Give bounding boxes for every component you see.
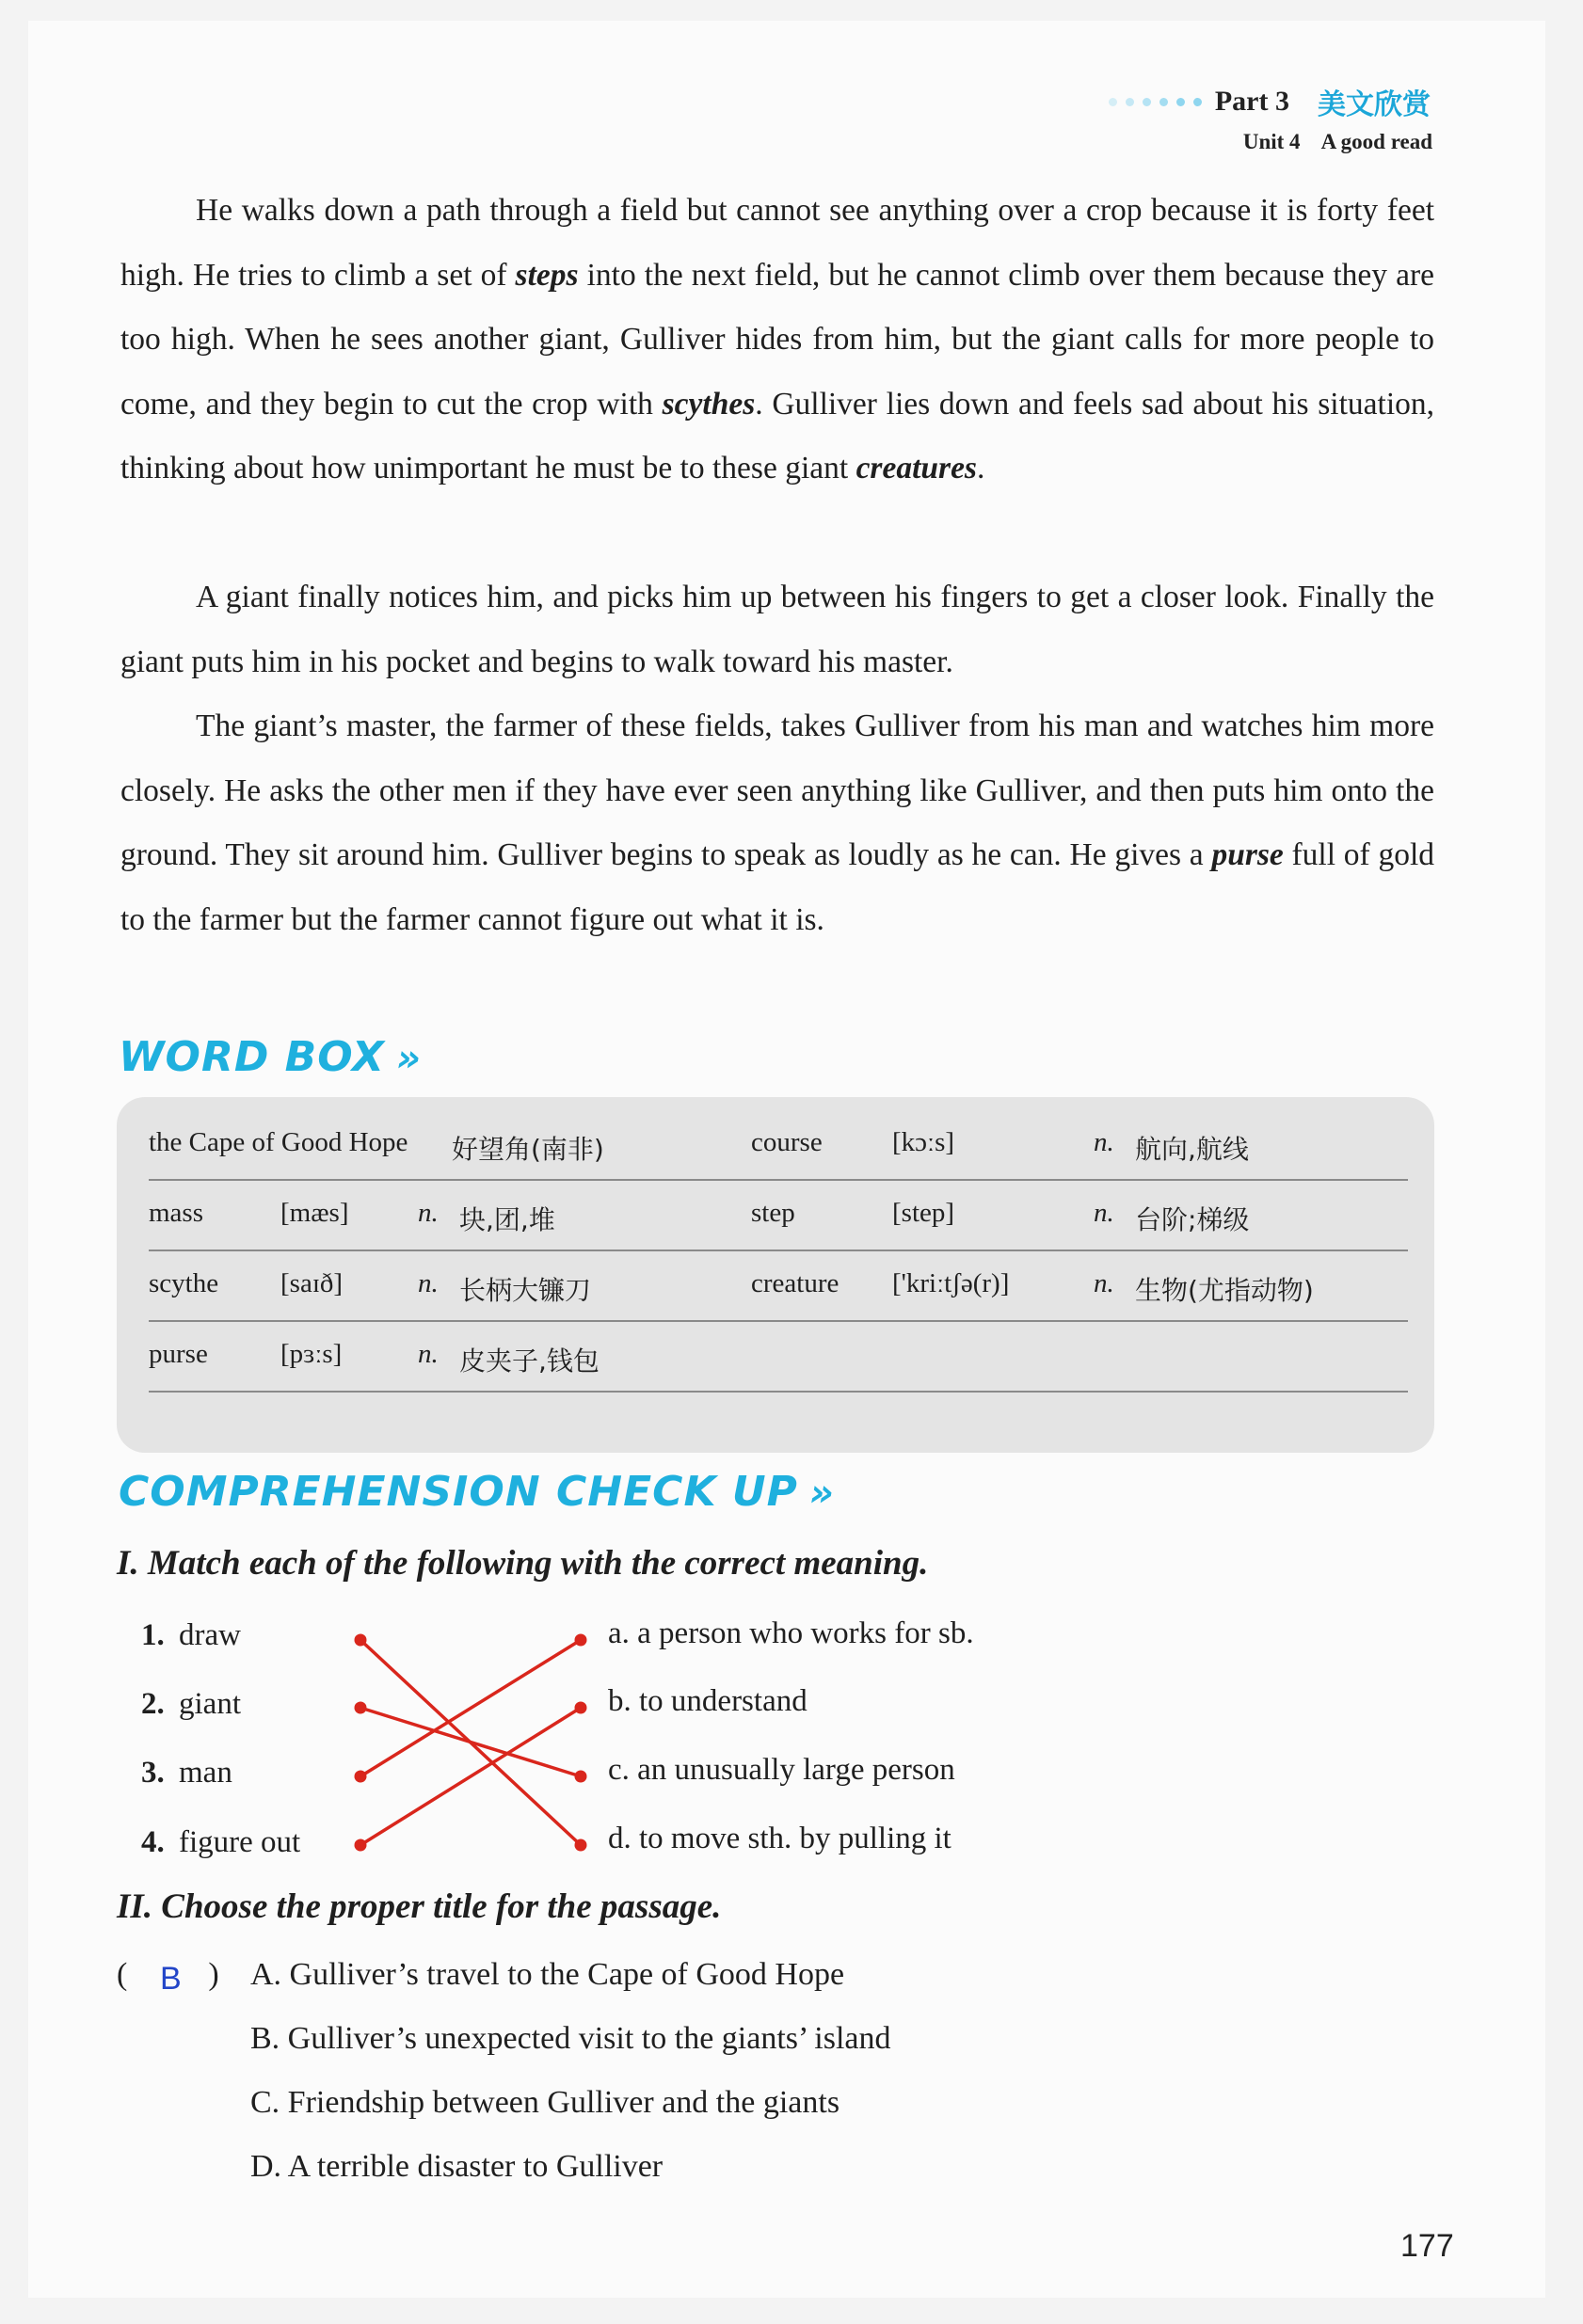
comprehension-title: COMPREHENSION CHECK UP » <box>119 1468 835 1516</box>
chevron-right-icon: » <box>395 1037 422 1080</box>
unit-title: A good read <box>1320 130 1432 153</box>
match-left-item: 2. giant <box>141 1687 241 1721</box>
passage-paragraph-1: He walks down a path through a field but cannot see anything over a crop because it is forty feet high. He tries to climb a set of steps into the next field, but he cannot climb over them because they are too high. When he sees another giant, Gulliver hides from him, but the giant calls for more people to come, and they begin to cut the crop with scythes. Gulliver lies down and feels sad about his situation, thinking about how unimportant he must be to these giant creatures. <box>120 193 1434 485</box>
handwritten-answer: B <box>160 1961 182 1997</box>
keyword-scythes: scythes <box>662 386 756 422</box>
match-right-item: a. a person who works for sb. <box>608 1616 974 1650</box>
match-left-item: 1. draw <box>141 1618 241 1652</box>
answer-bracket: ( ) <box>117 1957 219 1992</box>
match-left-item: 3. man <box>141 1756 232 1790</box>
passage-paragraph-3: The giant’s master, the farmer of these fields, takes Gulliver from his man and watches him more closely. He asks the other men if they have ever seen anything like Gulliver, and then puts him onto the ground. They sit around him. Gulliver begins to speak as loudly as he can. He gives a purse full of gold to the farmer but the farmer cannot figure out what it is. <box>120 708 1435 937</box>
match-line <box>360 1708 581 1776</box>
word-box-title: WORD BOX » <box>119 1033 422 1081</box>
word-row: mass [mæs] n. 块,团,堆 step [step] n. 台阶;梯级 <box>149 1179 1408 1251</box>
match-right-item: c. an unusually large person <box>608 1753 955 1787</box>
chevron-right-icon: » <box>808 1472 835 1515</box>
match-line <box>360 1640 581 1776</box>
part-title-cn: 美文欣赏 <box>1318 88 1431 121</box>
page-number: 177 <box>1400 2228 1454 2264</box>
match-right-item: d. to move sth. by pulling it <box>608 1822 951 1855</box>
keyword-steps: steps <box>515 257 579 293</box>
option-b: B. Gulliver’s unexpected visit to the giants’ island <box>250 2021 891 2056</box>
keyword-creatures: creatures <box>855 451 977 485</box>
keyword-purse: purse <box>1211 837 1284 872</box>
question-2-heading: II. Choose the proper title for the passage. <box>117 1887 722 1926</box>
option-c: C. Friendship between Gulliver and the giants <box>250 2085 840 2120</box>
match-right-item: b. to understand <box>608 1684 807 1718</box>
word-row: purse [pɜːs] n. 皮夹子,钱包 <box>149 1320 1408 1393</box>
match-left-item: 4. figure out <box>141 1825 301 1859</box>
part-label: Part 3 <box>1214 86 1289 117</box>
passage-paragraph-2: A giant finally notices him, and picks him up between his fingers to get a closer look. Finally the giant puts him in his pocket and begins to walk toward his master. <box>120 580 1434 679</box>
word-row: scythe [saɪð] n. 长柄大镰刀 creature ['kriːtʃə(r)] n. 生物(尤指动物) <box>149 1250 1408 1322</box>
option-a: A. Gulliver’s travel to the Cape of Good Hope <box>250 1957 845 1992</box>
question-1-heading: I. Match each of the following with the correct meaning. <box>117 1544 929 1583</box>
option-d: D. A terrible disaster to Gulliver <box>250 2149 664 2184</box>
word-row: the Cape of Good Hope 好望角(南非) course [kɔːs] n. 航向,航线 <box>149 1108 1408 1181</box>
match-line <box>360 1708 581 1845</box>
unit-label: Unit 4 <box>1242 130 1301 153</box>
